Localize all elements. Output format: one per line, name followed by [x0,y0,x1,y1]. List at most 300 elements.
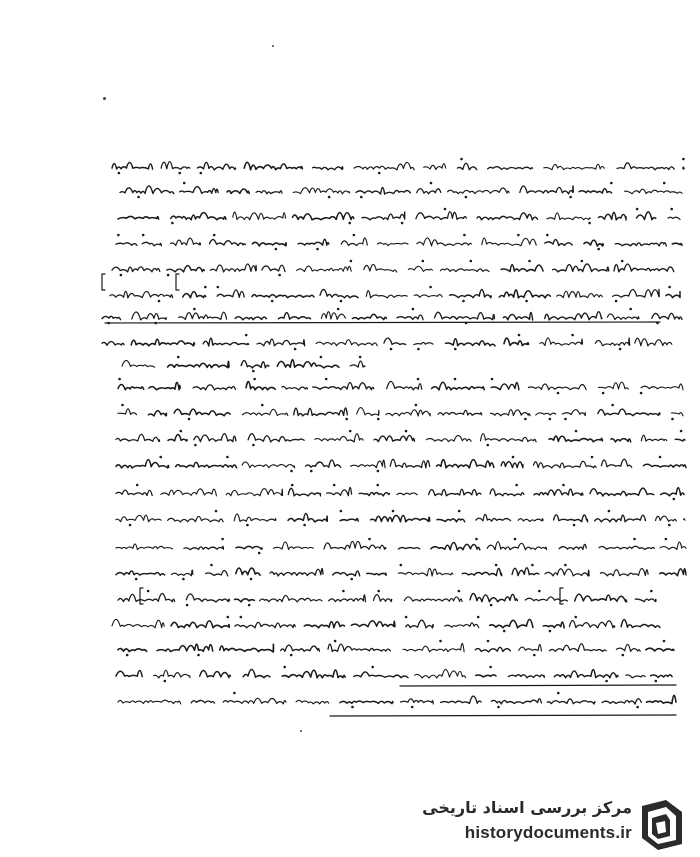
handwriting-stroke [470,594,517,602]
handwriting-stroke [176,462,237,468]
handwriting-stroke [293,188,349,194]
handwriting-dot [188,418,191,421]
handwriting-stroke [197,162,235,170]
handwriting-dot [597,248,600,251]
handwriting-dot [454,378,457,381]
handwriting-dot [458,510,461,513]
handwriting-stroke [384,338,406,344]
handwriting-dot [171,222,174,225]
handwriting-stroke [193,385,235,390]
handwriting-dot [525,300,528,303]
underline-stroke [330,715,676,716]
handwriting-dot [462,300,465,303]
handwriting-dot [120,274,123,277]
handwriting-dot [429,286,432,289]
handwriting-dot [147,590,150,593]
handwriting-stroke [304,622,344,628]
handwriting-dot [290,470,293,473]
handwriting-dot [294,348,297,351]
handwriting-stroke [543,622,564,628]
handwriting-dot [261,404,264,407]
handwriting-dot [342,590,345,593]
handwriting-dot [378,172,381,175]
handwriting-stroke [528,384,586,390]
handwriting-stroke [403,643,464,651]
handwriting-stroke [545,312,602,320]
handwriting-stroke [598,212,626,220]
handwriting-stroke [450,289,492,297]
handwriting-dot [350,260,353,263]
handwriting-dot [549,630,552,633]
handwriting-stroke [203,338,248,346]
handwriting-stroke [387,381,422,390]
handwriting-stroke [448,188,510,194]
handwriting-stroke [408,266,432,271]
handwriting-dot [340,300,343,303]
handwriting-stroke [206,571,228,576]
handwriting-stroke [328,644,390,651]
handwriting-stroke [562,410,585,416]
handwriting-dot [325,378,328,381]
handwriting-stroke [184,546,224,549]
handwriting-stroke [482,238,536,246]
handwriting-stroke [148,411,166,416]
handwriting-dot [240,616,243,619]
handwriting-dot [668,524,671,527]
handwriting-stroke [171,212,226,219]
handwriting-stroke [241,361,269,368]
handwriting-stroke [116,243,137,246]
handwriting-stroke [120,186,174,194]
handwriting-dot [591,456,594,459]
handwriting-dot [417,348,420,351]
handwriting-dot [121,404,124,407]
handwriting-dot [430,182,433,185]
handwriting-dot [611,404,614,407]
handwriting-dot [636,706,639,709]
handwriting-dot [117,234,120,237]
handwriting-dot [252,444,255,447]
handwriting-dot [439,640,442,643]
handwriting-stroke [364,264,397,272]
handwriting-dot [665,538,668,541]
handwriting-stroke [601,459,631,467]
handwriting-stroke [437,460,494,468]
handwriting-stroke [217,290,244,297]
handwriting-stroke [235,622,295,628]
handwriting-stroke [477,213,538,220]
handwriting-dot [463,234,466,237]
handwriting-dot [411,706,414,709]
handwriting-dot [458,590,461,593]
handwriting-dot [221,538,224,541]
handwriting-stroke [660,569,686,576]
handwriting-stroke [615,242,666,246]
handwriting-stroke [432,382,485,390]
handwriting-stroke [598,382,628,389]
handwriting-dot [475,538,478,541]
handwriting-stroke [118,648,147,651]
handwriting-stroke [575,594,627,602]
handwriting-dot [278,274,281,277]
handwriting-stroke [235,317,266,320]
handwriting-dot [562,484,565,487]
handwriting-dot [353,234,356,237]
handwriting-stroke [112,619,164,628]
handwriting-dot [158,300,161,303]
handwriting-dot [227,616,230,619]
handwriting-dot [405,430,408,433]
handwriting-stroke [359,493,389,496]
handwriting-dot [581,260,584,263]
handwriting-stroke [315,434,363,442]
handwriting-stroke [371,515,430,521]
handwriting-stroke [252,295,314,298]
handwriting-dot [377,590,380,593]
handwriting-stroke [116,460,169,468]
handwriting-stroke [559,544,586,549]
handwriting-stroke [550,644,607,652]
handwriting-stroke [534,461,597,468]
handwriting-dot [444,208,447,211]
handwriting-dot [291,484,294,487]
handwriting-dot [283,666,286,669]
handwriting-stroke [293,213,354,220]
handwriting-stroke [294,408,348,416]
handwriting-stroke [397,493,417,495]
handwriting-dot [518,334,521,337]
handwriting-stroke [602,699,641,704]
handwriting-stroke [671,413,683,416]
handwriting-dot [200,172,203,175]
handwriting-dot [215,510,218,513]
handwriting-dot [670,208,673,211]
handwriting-dot [334,640,337,643]
handwriting-stroke [110,291,173,298]
handwriting-stroke [501,462,523,468]
handwriting-stroke [324,541,386,549]
handwriting-stroke [122,360,155,367]
underline-stroke [400,685,676,686]
handwriting-stroke [534,489,583,495]
handwriting-dot [659,456,662,459]
handwriting-stroke [171,570,193,576]
handwriting-dot [633,538,636,541]
handwriting-dot [390,348,393,351]
handwriting-stroke [416,212,466,220]
handwriting-stroke [194,434,236,442]
handwriting-dot [682,158,685,161]
handwriting-stroke [599,546,654,549]
handwriting-dot [574,616,577,619]
handwriting-stroke [191,700,214,703]
handwriting-stroke [118,216,159,219]
handwriting-stroke [354,162,414,170]
handwriting-stroke [116,544,173,550]
handwriting-dot [118,378,121,381]
handwriting-dot [417,378,420,381]
handwriting-stroke [288,488,320,496]
handwriting-stroke [278,313,310,319]
handwriting-dot [118,172,121,175]
handwriting-stroke [351,460,386,468]
handwriting-stroke [227,189,249,194]
handwriting-stroke [666,292,680,298]
handwriting-dot [673,498,676,501]
handwriting-stroke [235,599,255,602]
handwriting-dot [514,538,517,541]
archive-logo-icon [636,796,688,852]
handwriting-stroke [512,568,539,576]
handwriting-stroke [488,167,533,170]
handwriting-dot [350,578,353,581]
handwriting-dot [320,356,323,359]
handwriting-stroke [457,163,476,169]
handwriting-stroke [116,515,161,522]
handwriting-dot [142,234,145,237]
handwriting-dot [490,604,493,607]
handwriting-stroke [180,187,219,194]
handwriting-dot [333,484,336,487]
handwriting-stroke [598,409,660,416]
handwriting-dot [571,334,574,337]
handwriting-stroke [414,295,442,298]
handwriting-dot [204,286,207,289]
handwriting-stroke [490,619,533,627]
handwriting-dot [348,222,351,225]
handwriting-stroke [102,316,121,319]
handwriting-dot [377,470,380,473]
handwriting-stroke [579,189,612,194]
handwriting-dot [210,564,213,567]
handwriting-dot [546,234,549,237]
handwriting-stroke [595,338,629,346]
handwriting-dot [512,456,515,459]
handwriting-dot [495,564,498,567]
handwriting-stroke [590,488,654,496]
handwriting-stroke [399,568,453,576]
handwriting-stroke [613,289,660,297]
handwriting-dot [371,666,374,669]
handwriting-dot [349,430,352,433]
handwriting-dot [650,590,653,593]
handwriting-dot [197,654,200,657]
handwriting-stroke [161,162,190,170]
handwriting-stroke [668,217,680,219]
handwriting-stroke [584,240,603,246]
handwriting-stroke [282,670,345,678]
handwriting-stroke [625,189,683,194]
handwriting-stroke [333,571,360,576]
handwriting-stroke [600,568,648,575]
handwriting-stroke [132,312,167,320]
handwriting-dot [135,578,138,581]
handwriting-stroke [475,647,510,652]
handwriting-stroke [545,239,572,245]
handwriting-stroke [281,645,320,651]
handwriting-stroke [675,439,685,441]
handwriting-dot [619,348,622,351]
handwriting-stroke [508,675,544,678]
handwriting-dot [137,196,140,199]
handwriting-stroke [167,266,205,272]
handwriting-stroke [296,700,329,704]
handwriting-stroke [683,167,684,169]
handwriting-stroke [174,409,230,416]
handwriting-stroke [611,439,631,442]
handwriting-stroke [424,164,446,170]
handwriting-dot [533,654,536,657]
handwriting-stroke [377,243,408,246]
handwriting-dot [226,456,229,459]
handwriting-dot [164,680,167,683]
handwriting-dot [477,616,480,619]
handwriting-dot [549,418,552,421]
handwriting-dot [412,308,415,311]
handwriting-dot [491,378,494,381]
handwriting-stroke [487,542,546,550]
handwriting-stroke [252,242,286,246]
handwriting-dot [610,182,613,185]
handwriting-dot [524,418,527,421]
handwriting-stroke [621,620,660,628]
handwriting-stroke [270,568,323,576]
handwriting-dot [233,692,236,695]
handwriting-dot [159,456,162,459]
handwriting-stroke [374,435,414,441]
handwriting-stroke [329,595,366,602]
handwriting-stroke [243,409,288,415]
handwriting-dot [528,260,531,263]
handwriting-stroke [570,621,615,628]
handwriting-dot [622,654,625,657]
handwriting-dot [345,418,348,421]
handwriting-stroke [157,644,213,651]
handwriting-stroke [643,464,686,467]
handwriting-stroke [313,167,343,170]
handwriting-stroke [246,382,275,390]
handwriting-dot [557,392,560,395]
handwriting-stroke [476,514,511,521]
handwriting-stroke [553,264,609,272]
handwriting-stroke [244,162,302,169]
handwriting-dot [680,430,683,433]
handwriting-stroke [142,242,161,246]
handwriting-dot [400,564,403,567]
handwriting-stroke [549,436,603,442]
handwriting-stroke [118,594,175,602]
handwriting-stroke [398,548,420,549]
handwriting-stroke [656,516,677,521]
handwriting-dot [178,172,181,175]
handwriting-stroke [435,312,495,320]
handwriting-stroke [519,644,542,651]
handwriting-dot [129,524,132,527]
handwriting-dot [640,392,643,395]
handwriting-stroke [116,490,152,496]
handwriting-stroke [352,314,386,319]
handwriting-dot [303,524,306,527]
handwriting-stroke [116,670,142,676]
handwriting-stroke [437,519,465,522]
handwriting-stroke [547,699,595,704]
handwriting-stroke [354,672,408,678]
handwriting-stroke [652,313,682,319]
handwriting-dot [422,260,425,263]
handwriting-stroke [401,699,434,704]
handwriting-stroke [616,644,640,651]
handwriting-stroke [397,315,423,320]
handwriting-stroke [242,462,295,468]
handwriting-stroke [491,383,519,390]
handwriting-stroke [210,264,256,272]
handwriting-stroke [288,513,327,522]
handwriting-stroke [635,338,672,346]
handwriting-stroke [277,360,339,368]
handwriting-dot [250,578,253,581]
handwriting-dot [245,334,248,337]
handwriting-stroke [118,409,137,415]
handwriting-stroke [236,546,262,549]
handwriting-dot [487,640,490,643]
handwriting-stroke [168,516,224,522]
handwriting-stroke [298,239,329,245]
handwriting-stroke [262,265,285,271]
handwriting-stroke [614,264,674,272]
handwriting-stroke [350,361,365,367]
handwriting-dot [573,524,576,527]
handwriting-stroke [438,410,482,415]
handwriting-stroke [481,434,537,442]
handwriting-stroke [520,186,574,194]
handwriting-stroke [417,238,472,246]
handwriting-stroke [504,338,529,346]
handwriting-dot [359,356,362,359]
handwriting-stroke [641,384,683,390]
handwriting-stroke [340,519,358,521]
handwriting-dot [517,234,520,237]
handwriting-stroke [306,460,341,467]
handwriting-dot [470,260,473,263]
handwriting-dot [310,470,313,473]
handwriting-stroke [557,291,603,297]
handwriting-dot [248,604,251,607]
handwriting-dot [663,640,666,643]
handwriting-dot [271,300,274,303]
handwriting-stroke [544,164,605,169]
handwriting-dot [575,430,578,433]
handwriting-stroke [327,487,352,495]
handwriting-dot [258,552,261,555]
handwriting-stroke [200,671,231,678]
handwriting-dot [351,706,354,709]
handwriting-stroke [490,489,524,496]
handwriting-stroke [607,314,639,320]
handwriting-dot [569,196,572,199]
handwriting-dot [629,308,632,311]
handwriting-dot [316,248,319,251]
handwriting-dot [515,484,518,487]
handwriting-dot [246,524,249,527]
handwriting-stroke [684,519,685,521]
handwriting-dot [621,260,624,263]
handwriting-stroke [595,515,646,522]
handwriting-stroke [226,489,282,496]
handwriting-dot [636,208,639,211]
handwriting-dot [497,706,500,709]
handwriting-dot [180,430,183,433]
handwriting-dot [392,510,395,513]
